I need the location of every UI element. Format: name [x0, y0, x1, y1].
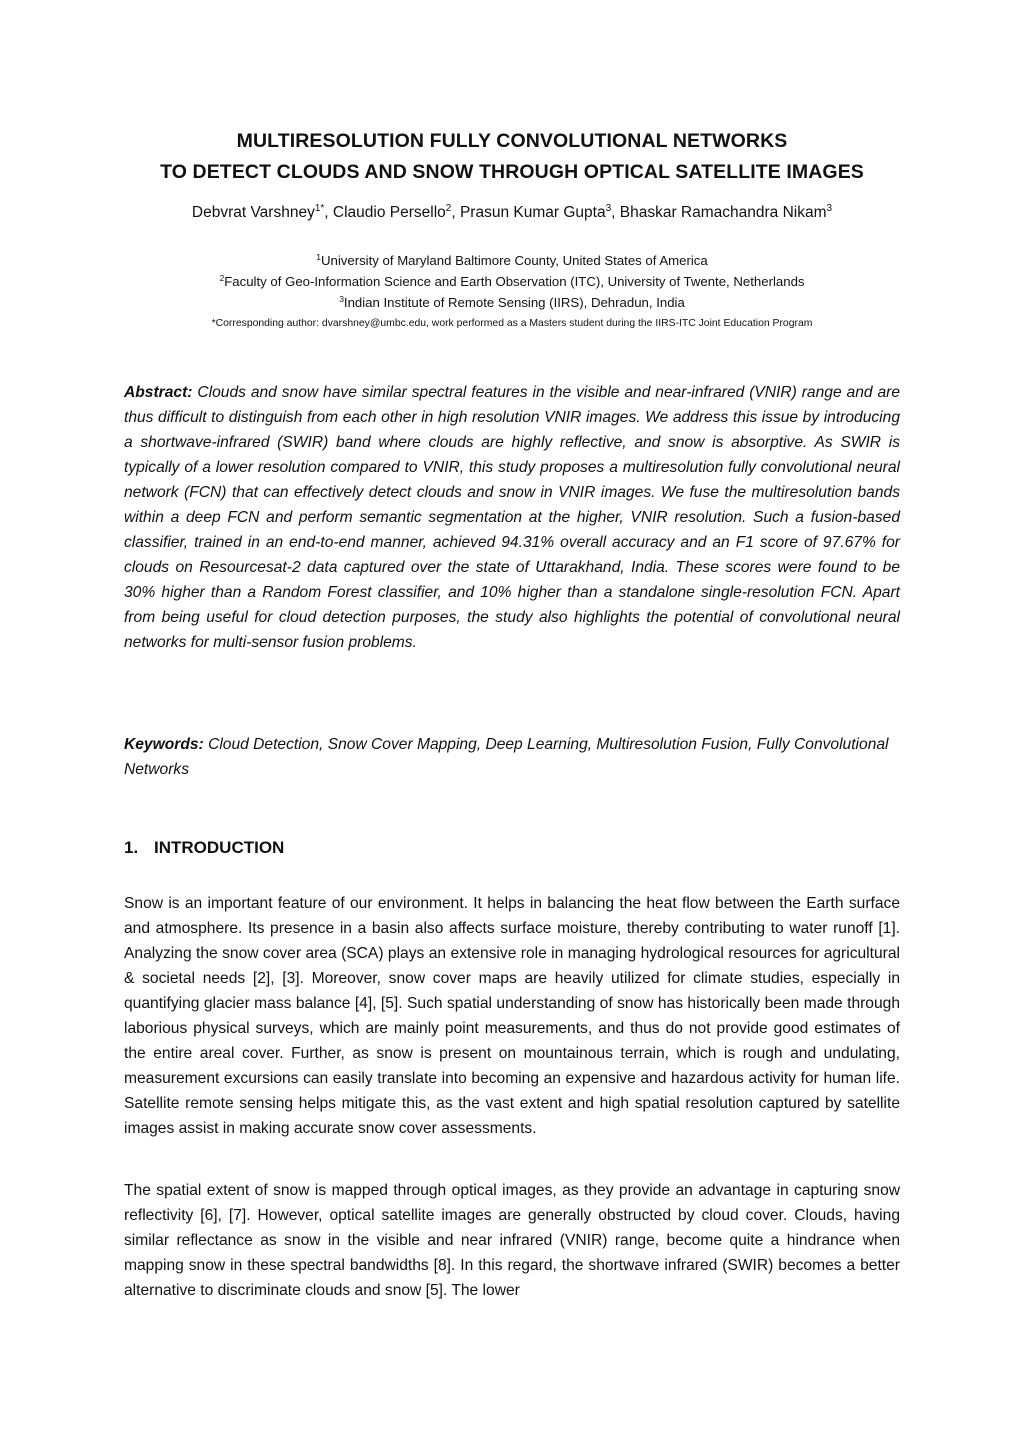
author-name: Bhaskar Ramachandra Nikam: [619, 204, 827, 221]
affiliation-superscript: 2: [219, 273, 225, 283]
keywords: [124, 732, 900, 782]
abstract-label: Abstract:: [124, 384, 193, 401]
author-separator: ,: [324, 204, 333, 221]
affiliation-2: [124, 271, 900, 292]
affiliation-3: [124, 292, 900, 313]
author-name: Debvrat Varshney: [191, 204, 315, 221]
author-separator: ,: [611, 204, 620, 221]
author-superscript: 1*: [314, 203, 325, 214]
author-name: Prasun Kumar Gupta: [459, 204, 606, 221]
title-line-1: MULTIRESOLUTION FULLY CONVOLUTIONAL NETWORKS: [236, 130, 788, 152]
author-superscript: 3: [605, 203, 612, 214]
abstract-text: Clouds and snow have similar spectral features in the visible and near-infrared (VNIR) range and are thus difficult to distinguish from each other in high resolution VNIR images. We address this issue by introducing a shortwave-infrared (SWIR) band where clouds are highly reflective, and snow is absorptive. As SWIR is typically of a lower resolution compared to VNIR, this study proposes a multiresolution fully convolutional neural network (FCN) that can effectively detect clouds and snow in VNIR images. We fuse the multiresolution bands within a deep FCN and perform semantic segmentation at the higher, VNIR resolution. Such a fusion-based classifier, trained in an end-to-end manner, achieved 94.31% overall accuracy and an F1 score of 97.67% for clouds on Resourcesat-2 data captured over the state of Uttarakhand, India. These scores were found to be 30% higher than a Random Forest classifier, and 10% higher than a standalone single-resolution FCN. Apart from being useful for cloud detection purposes, the study also highlights the potential of convolutional neural networks for multi-sensor fusion problems.: [124, 384, 900, 651]
author-list: [124, 201, 900, 225]
section-heading-introduction: [124, 835, 284, 860]
author-name: Claudio Persello: [332, 204, 446, 221]
affiliation-text: Faculty of Geo-Information Science and Earth Observation (ITC), University of Twente, Netherlands: [224, 274, 805, 289]
section-number: 1.: [124, 838, 139, 857]
keywords-text: Cloud Detection, Snow Cover Mapping, Deep Learning, Multiresolution Fusion, Fully Convolutional Networks: [124, 736, 889, 778]
author-superscript: 2: [445, 203, 452, 214]
affiliation-text: University of Maryland Baltimore County, United States of America: [320, 253, 708, 268]
author-superscript: 3: [826, 203, 833, 214]
author-separator: ,: [451, 204, 460, 221]
abstract: [124, 380, 900, 655]
section-title: INTRODUCTION: [154, 838, 285, 857]
body-paragraph: Snow is an important feature of our environment. It helps in balancing the heat flow between the Earth surface and atmosphere. Its presence in a basin also affects surface moisture, thereby contributing to water runoff [1]. Analyzing the snow cover area (SCA) plays an extensive role in managing hydrological resources for agricultural & societal needs [2], [3]. Moreover, snow cover maps are heavily utilized for climate studies, especially in quantifying glacier mass balance [4], [5]. Such spatial understanding of snow has historically been made through laborious physical surveys, which are mainly point measurements, and thus do not provide good estimates of the entire areal cover. Further, as snow is present on mountainous terrain, which is rough and undulating, measurement excursions can easily translate into becoming an expensive and hazardous activity for human life. Satellite remote sensing helps mitigate this, as the vast extent and high spatial resolution captured by satellite images assist in making accurate snow cover assessments.: [124, 895, 900, 1137]
keywords-label: Keywords:: [124, 736, 204, 753]
affiliation-superscript: 3: [339, 294, 344, 304]
title-line-2: TO DETECT CLOUDS AND SNOW THROUGH OPTICAL SATELLITE IMAGES: [160, 161, 864, 183]
affiliation-superscript: 1: [316, 252, 321, 262]
affiliation-1: [124, 250, 900, 271]
corresponding-author-note: *Corresponding author: dvarshney@umbc.edu, work performed as a Masters student during the IIRS-ITC Joint Education Program: [211, 318, 813, 329]
affiliation-text: Indian Institute of Remote Sensing (IIRS), Dehradun, India: [343, 295, 685, 310]
affiliations: [124, 250, 900, 334]
paper-title: [124, 126, 900, 188]
body-paragraph: The spatial extent of snow is mapped through optical images, as they provide an advantage in capturing snow reflectivity [6], [7]. However, optical satellite images are generally obstructed by cloud cover. Clouds, having similar reflectance as snow in the visible and near infrared (VNIR) range, become quite a hindrance when mapping snow in these spectral bandwidths [8]. In this regard, the shortwave infrared (SWIR) becomes a better alternative to discriminate clouds and snow [5]. The lower: [124, 1182, 900, 1299]
